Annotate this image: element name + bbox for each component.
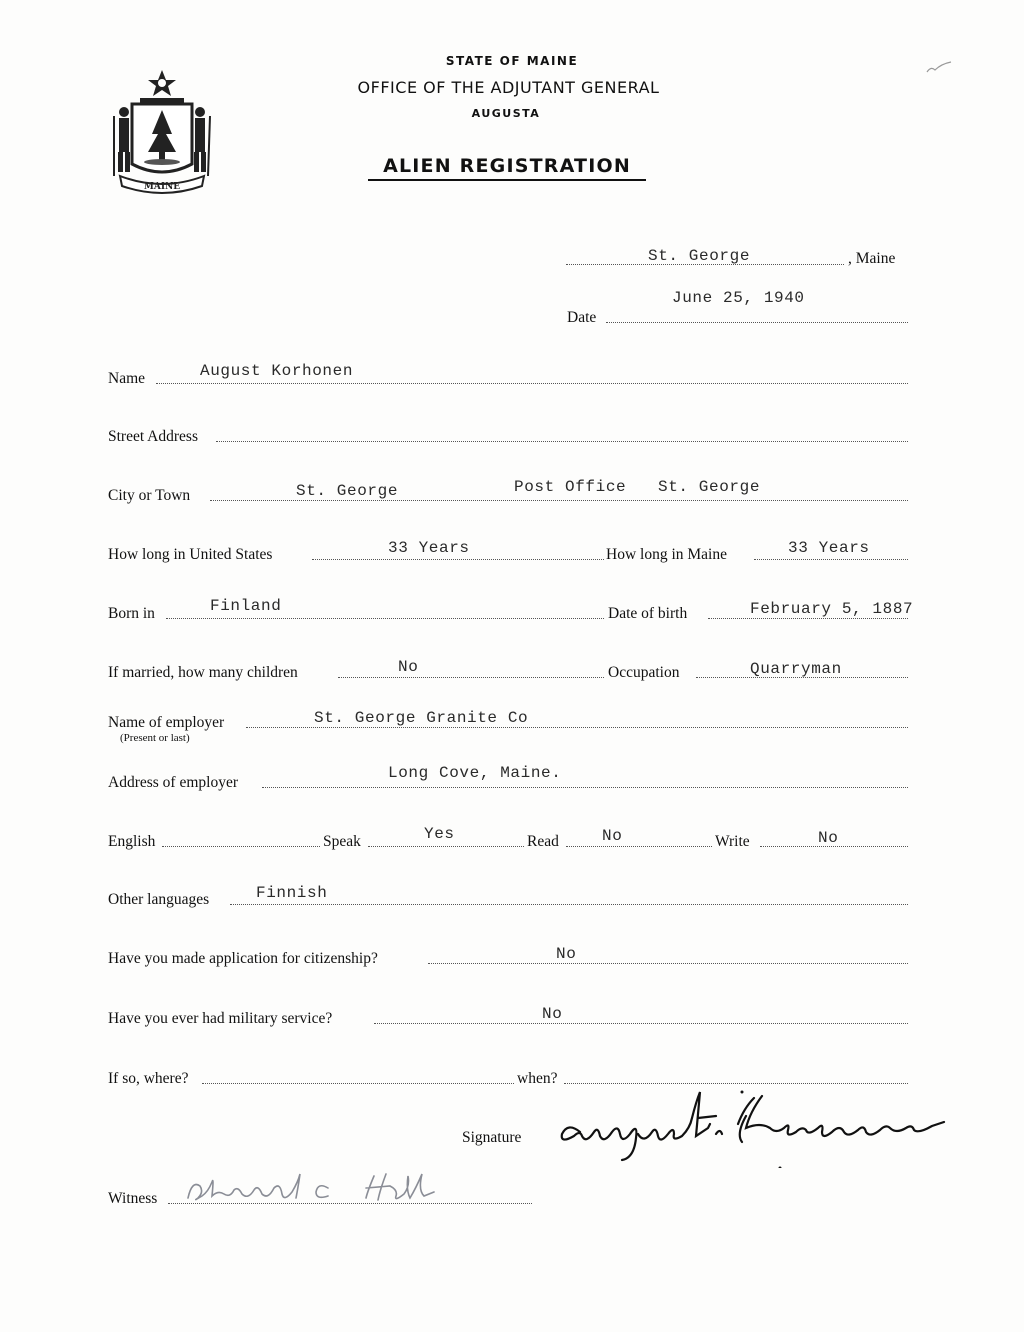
military-line <box>374 1023 908 1024</box>
how-long-maine-label: How long in Maine <box>606 546 727 563</box>
post-office-label: Post Office <box>514 478 627 496</box>
citizenship-value: No <box>556 945 577 963</box>
city-or-town-label: City or Town <box>108 487 191 504</box>
how-long-us-value: 33 Years <box>388 539 470 557</box>
employer-name-line <box>246 727 908 728</box>
witness-label: Witness <box>108 1190 158 1207</box>
children-label: If married, how many children <box>108 664 298 681</box>
date-of-birth-line <box>708 618 908 619</box>
citizenship-label: Have you made application for citizenship? <box>108 950 378 967</box>
employer-note: (Present or last) <box>120 732 190 744</box>
witness-signature-handwriting <box>178 1168 478 1208</box>
date-line <box>606 322 908 323</box>
date-value: June 25, 1940 <box>672 289 805 307</box>
city-or-town-value: St. George <box>296 482 399 500</box>
street-address-line <box>216 441 908 442</box>
speak-label: Speak <box>323 833 361 850</box>
name-line <box>156 383 908 384</box>
how-long-maine-line <box>754 559 908 560</box>
name-label: Name <box>108 370 146 387</box>
svg-text:MAINE: MAINE <box>143 182 181 192</box>
other-languages-line <box>230 904 908 905</box>
employer-address-label: Address of employer <box>108 774 238 791</box>
military-label: Have you ever had military service? <box>108 1010 333 1027</box>
read-line <box>566 846 712 847</box>
citizenship-line <box>428 963 908 964</box>
employer-name-label: Name of employer <box>108 714 225 731</box>
employer-address-line <box>262 787 908 788</box>
read-value: No <box>602 827 623 845</box>
english-line <box>162 846 320 847</box>
signature-handwriting <box>540 1078 970 1168</box>
born-in-label: Born in <box>108 605 155 622</box>
post-office-value: St. George <box>658 478 761 496</box>
speak-value: Yes <box>424 825 455 843</box>
occupation-value: Quarryman <box>750 660 842 678</box>
header-city: AUGUSTA <box>471 107 541 120</box>
write-value: No <box>818 829 839 847</box>
other-languages-label: Other languages <box>108 891 210 908</box>
born-in-value: Finland <box>210 597 282 615</box>
date-of-birth-value: February 5, 1887 <box>750 600 914 618</box>
if-so-where-label: If so, where? <box>108 1070 189 1087</box>
svg-text:Almond C. Hall: Almond C. Hall <box>178 1168 185 1169</box>
title-underline <box>368 179 646 181</box>
name-value: August Korhonen <box>200 362 354 380</box>
occupation-label: Occupation <box>608 664 680 681</box>
signature-label: Signature <box>462 1129 522 1146</box>
if-so-where-line <box>202 1083 514 1084</box>
when-label: when? <box>517 1070 558 1087</box>
street-address-label: Street Address <box>108 428 198 445</box>
children-line <box>338 677 604 678</box>
town-value: St. George <box>648 247 751 265</box>
how-long-us-line <box>312 559 604 560</box>
date-of-birth-label: Date of birth <box>608 605 688 622</box>
header-office: OFFICE OF THE ADJUTANT GENERAL <box>357 78 660 97</box>
city-or-town-line <box>210 500 908 501</box>
header-state: STATE OF MAINE <box>445 54 579 68</box>
date-label: Date <box>567 309 597 326</box>
other-languages-value: Finnish <box>256 884 328 902</box>
speak-line <box>368 846 524 847</box>
how-long-us-label: How long in United States <box>108 546 273 563</box>
employer-name-value: St. George Granite Co <box>314 709 529 727</box>
born-in-line <box>166 618 604 619</box>
read-label: Read <box>527 833 559 850</box>
page-title: ALIEN REGISTRATION <box>383 155 631 177</box>
how-long-maine-value: 33 Years <box>788 539 870 557</box>
maine-label: , Maine <box>848 250 896 267</box>
children-value: No <box>398 658 419 676</box>
write-label: Write <box>715 833 750 850</box>
employer-address-value: Long Cove, Maine. <box>388 764 562 782</box>
english-label: English <box>108 833 156 850</box>
military-value: No <box>542 1005 563 1023</box>
